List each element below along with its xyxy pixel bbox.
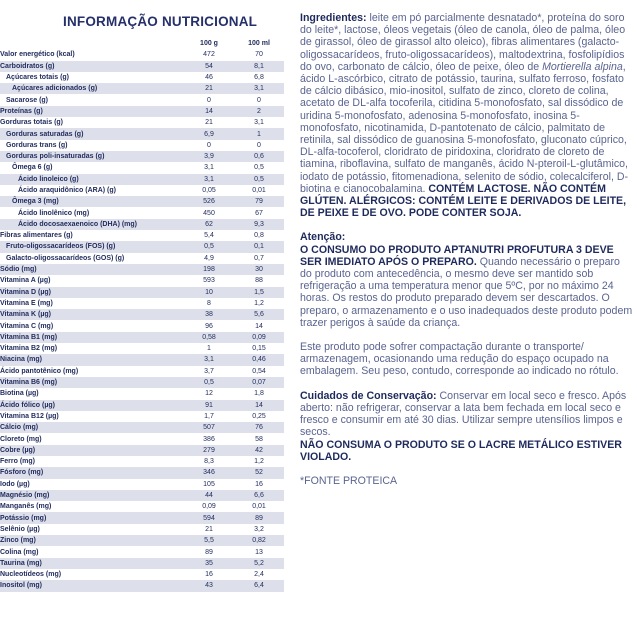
value-100ml: 0,7 [254,254,264,262]
nutrient-label: Manganês (mg) [0,503,52,511]
nutrient-label: Ácido araquidônico (ARA) (g) [18,187,116,194]
table-row [0,72,284,83]
nutrient-label: Ácido pantotênico (mg) [0,367,79,375]
value-100g: 0 [207,96,211,104]
nutrition-panel [0,0,288,639]
table-row [0,354,284,365]
value-100g: 0,09 [202,503,216,511]
value-100ml: 52 [234,467,284,478]
table-row [0,558,284,569]
value-100ml: 1,2 [254,458,264,466]
value-100ml: 14 [234,400,284,411]
value-100ml: 1,5 [234,287,284,298]
table-row [0,580,284,591]
table-row [0,569,284,580]
nutrient-label: Ácido fólico (µg) [0,400,184,411]
nutrition-table-body [0,49,284,591]
table-row [0,94,284,105]
nutrient-label: Fósforo (mg) [0,467,184,478]
nutrient-label: Carboidratos (g) [0,61,184,72]
value-100g: 44 [184,490,234,501]
value-100ml: 5,6 [234,309,284,320]
value-100ml: 0,01 [252,187,266,194]
table-row [0,332,284,343]
table-row [0,151,284,162]
value-100g: 10 [184,287,234,298]
value-100g: 12 [205,390,213,398]
nutrient-label: Vitamina K (µg) [0,309,184,320]
value-100ml: 76 [234,422,284,433]
value-100ml: 30 [234,264,284,275]
table-row [0,535,284,546]
table-row [0,253,284,264]
nutrition-title: INFORMAÇÃO NUTRICIONAL [63,14,258,29]
table-row [0,264,284,275]
table-row [0,377,284,388]
value-100g: 386 [203,435,215,443]
value-100ml: 0,25 [252,412,266,420]
ingredients-text-b: , ácido L-ascórbico, citrato de potássio, taurina, sulfato ferroso, fosfato de cálcio dibásico, mio-inositol, sulfato de zinco, cloreto de colina, acetato de DL-alfa tocoferila, citidina 5-monofosfato, sal dissódico de uridina 5-monofosfato, adenosina 5-monofosfato, inosina 5-monofosfato, nicotinamida, D-pantotenato de cálcio, palmitato de retinila, sal dissódico de guanosina 5-monofosfato, gluconato cúprico, DL-alfa-tocoferol, cloridrato de piridoxina, cloridrato de cloreto de tiamina, riboflavina, sulfato de manganês, ácido N-pteroil-L-glutâmico, iodato de potássio, fitomenadiona, selenito de sódio, colecalciferol, D-biotina e cianocobalamina. [300,60,629,195]
nutrient-label: Ácido linolênico (mg) [18,209,90,217]
attention-paragraph [300,231,634,329]
value-100g: 3,1 [184,174,234,185]
table-row [0,174,284,185]
value-100g: 3,9 [184,151,234,162]
value-100ml: 3,1 [254,119,264,127]
table-row [0,422,284,433]
nutrient-label: Colina (mg) [0,548,39,556]
table-row [0,467,284,478]
nutrient-label: Vitamina C (mg) [0,322,54,330]
value-100ml: 0,09 [234,332,284,343]
value-100ml: 14 [255,322,263,330]
attention-text: Quando necessário o preparo do produto com antecedência, o mesmo deve ser mantido sob refrigeração a uma temperatura menor que 5ºC, por no máximo 24 horas. Os restos do produto preparado devem ser descartados. O preparo, o armazenamento e o uso inadequados deste produto podem trazer perigos à saúde da criança. [300,255,633,329]
table-row [0,185,284,196]
value-100g: 4,9 [204,254,214,262]
value-100ml: 6,8 [254,74,264,82]
value-100ml: 0 [257,96,261,104]
care-label: Cuidados de Conservação: [300,389,437,402]
value-100g: 14 [184,106,234,117]
value-100ml: 2 [234,106,284,117]
value-100ml: 70 [255,51,263,59]
nutrient-label: Selênio (µg) [0,525,40,533]
value-100ml: 3,1 [234,83,284,94]
value-100g: 8,3 [204,458,214,466]
value-100ml: 0,46 [234,354,284,365]
value-100g: 472 [203,51,215,59]
table-row [0,298,284,309]
nutrient-label: Ácido linoleico (g) [0,174,184,185]
value-100ml: 0,15 [252,345,266,353]
value-100g: 62 [184,219,234,230]
table-row [0,320,284,331]
value-100g: 526 [184,196,234,207]
value-100g: 198 [184,264,234,275]
value-100ml: 0 [257,141,261,149]
attention-bold: O CONSUMO DO PRODUTO APTANUTRI PROFUTURA 3 DEVE SER IMEDIATO APÓS O PREPARO. [300,243,614,268]
value-100g: 54 [184,61,234,72]
table-row [0,524,284,535]
value-100ml: 3,2 [254,525,264,533]
table-row [0,106,284,117]
nutrient-label: Cloreto (mg) [0,435,42,443]
value-100ml: 13 [255,548,263,556]
value-100ml: 5,2 [234,558,284,569]
value-100g: 91 [184,400,234,411]
nutrient-label: Galacto-oligossacarídeos (GOS) (g) [6,254,125,262]
table-row [0,546,284,557]
nutrient-label: Vitamina B6 (mg) [0,377,184,388]
table-row [0,83,284,94]
value-100g: 21 [205,525,213,533]
value-100ml: 1,8 [254,390,264,398]
value-100ml: 0,6 [234,151,284,162]
value-100g: 105 [203,480,215,488]
nutrient-label: Vitamina A (µg) [0,277,51,285]
value-100g: 0 [207,141,211,149]
table-row [0,196,284,207]
value-100g: 46 [205,74,213,82]
value-100g: 5,4 [204,232,214,240]
value-100ml: 8,1 [234,61,284,72]
nutrition-table [0,38,284,592]
table-row [0,275,284,286]
value-100ml: 16 [255,480,263,488]
value-100ml: 0,01 [252,503,266,511]
value-100g: 89 [205,548,213,556]
table-header-row [0,38,284,49]
value-100ml: 0,54 [252,367,266,375]
value-100g: 346 [184,467,234,478]
table-row [0,343,284,354]
nutrient-label: Sódio (mg) [0,264,184,275]
nutrient-label: Cobre (µg) [0,445,184,456]
nutrient-label: Sacarose (g) [6,96,49,104]
value-100ml: 1 [234,128,284,139]
care-paragraph [300,390,634,463]
table-row [0,388,284,399]
nutrient-label: Ácido docosaexaenoico (DHA) (mg) [0,219,184,230]
header-100ml: 100 ml [248,40,270,48]
value-100ml: 0,8 [254,232,264,240]
header-100g: 100 g [200,40,218,48]
table-row [0,61,284,72]
value-100g: 593 [203,277,215,285]
nutrient-label: Niacina (mg) [0,354,184,365]
table-row [0,456,284,467]
nutrient-label: Nucleotídeos (mg) [0,571,62,579]
label-text-panel [300,12,634,487]
value-100g: 0,5 [184,377,234,388]
nutrient-label: Açúcares adicionados (g) [0,83,184,94]
table-row [0,445,284,456]
nutrient-label: Vitamina B1 (mg) [0,332,184,343]
table-row [0,366,284,377]
nutrient-label: Ferro (mg) [0,458,35,466]
value-100g: 6,9 [184,128,234,139]
value-100g: 450 [203,209,215,217]
value-100g: 3,7 [204,367,214,375]
value-100g: 279 [184,445,234,456]
table-row [0,309,284,320]
nutrient-label: Cálcio (mg) [0,422,184,433]
value-100ml: 89 [234,512,284,523]
value-100ml: 79 [234,196,284,207]
table-row [0,162,284,173]
allergens-warning: CONTÉM LACTOSE. NÃO CONTÉM GLÚTEN. ALÉRGICOS: CONTÉM LEITE E DERIVADOS DE LEITE, DE PEIXE E DE OVO. PODE CONTER SOJA. [300,182,627,220]
value-100ml: 42 [234,445,284,456]
value-100ml: 0,5 [254,164,264,172]
table-row [0,230,284,241]
value-100g: 21 [205,119,213,127]
ingredients-label: Ingredientes: [300,12,367,24]
value-100ml: 9,3 [234,219,284,230]
nutrient-label: Fibras alimentares (g) [0,232,73,240]
ingredients-paragraph [300,12,634,219]
value-100g: 3,1 [204,164,214,172]
value-100ml: 67 [255,209,263,217]
table-row [0,219,284,230]
value-100ml: 88 [255,277,263,285]
care-bold: NÃO CONSUMA O PRODUTO SE O LACRE METÁLICO ESTIVER VIOLADO. [300,438,622,463]
value-100g: 43 [184,580,234,591]
attention-label: Atenção: [300,231,346,244]
value-100g: 96 [205,322,213,330]
value-100ml: 1,2 [254,299,264,307]
table-row [0,490,284,501]
table-row [0,433,284,444]
table-row [0,287,284,298]
ingredients-italic: Mortierella alpina [542,60,623,73]
header-nutrient [0,38,184,49]
value-100ml: 6,4 [234,580,284,591]
nutrient-label: Gorduras trans (g) [6,141,68,149]
value-100g: 1,7 [204,412,214,420]
value-100g: 594 [184,512,234,523]
table-row [0,49,284,60]
value-100g: 1 [207,345,211,353]
table-row [0,241,284,252]
value-100g: 38 [184,309,234,320]
table-row [0,128,284,139]
value-100ml: 0,1 [234,241,284,252]
table-row [0,140,284,151]
table-row [0,501,284,512]
value-100g: 0,05 [202,187,216,194]
value-100g: 507 [184,422,234,433]
nutrient-label: Fruto-oligossacarídeos (FOS) (g) [0,241,184,252]
nutrient-label: Magnésio (mg) [0,490,184,501]
value-100ml: 6,6 [234,490,284,501]
nutrient-label: Gorduras totais (g) [0,119,64,127]
nutrient-label: Biotina (µg) [0,390,39,398]
value-100g: 21 [184,83,234,94]
value-100g: 16 [205,571,213,579]
nutrient-label: Gorduras saturadas (g) [0,128,184,139]
nutrient-label: Inositol (mg) [0,580,184,591]
value-100ml: 58 [255,435,263,443]
value-100g: 0,58 [184,332,234,343]
nutrient-label: Valor energético (kcal) [0,51,75,59]
table-row [0,207,284,218]
nutrient-label: Taurina (mg) [0,558,184,569]
nutrient-label: Vitamina B2 (mg) [0,345,58,353]
nutrient-label: Gorduras poli-insaturadas (g) [0,151,184,162]
care-text: Conservar em local seco e fresco. Após aberto: não refrigerar, conservar a lata bem fechada em local seco e fresco e consumir em até 30 dias. Utilizar sempre utensílios limpos e secos. [300,389,627,439]
value-100ml: 0,07 [234,377,284,388]
value-100g: 35 [184,558,234,569]
nutrient-label: Iodo (µg) [0,480,30,488]
nutrient-label: Vitamina E (mg) [0,299,53,307]
value-100ml: 2,4 [254,571,264,579]
value-100g: 8 [207,299,211,307]
value-100ml: 0,5 [234,174,284,185]
table-row [0,512,284,523]
footnote: *FONTE PROTEICA [300,474,398,487]
nutrient-label: Proteínas (g) [0,106,184,117]
value-100g: 0,5 [184,241,234,252]
table-row [0,411,284,422]
nutrient-label: Potássio (mg) [0,512,184,523]
value-100g: 3,1 [184,354,234,365]
value-100ml: 0,82 [234,535,284,546]
nutrient-label: Ômega 6 (g) [12,164,53,172]
table-row [0,479,284,490]
nutrient-label: Zinco (mg) [0,535,184,546]
nutrient-label: Vitamina D (µg) [0,287,184,298]
nutrient-label: Ômega 3 (mg) [0,196,184,207]
compaction-paragraph: Este produto pode sofrer compactação durante o transporte/ armazenagem, ocasionando uma redução do espaço ocupado na embalagem. Seu peso, contudo, corresponde ao indicado no rótulo. [300,341,619,378]
table-row [0,117,284,128]
nutrient-label: Vitamina B12 (µg) [0,412,59,420]
ingredients-text-a: leite em pó parcialmente desnatado*, proteína do soro do leite*, lactose, óleos vegetais (óleo de canola, óleo de palma, óleo de girassol, óleo de girassol alto oleico), fibras alimentares (galacto-oligossacarídeos, fruto-oligossacarídeos), maltodextrina, fosfolipídios do ovo, carbonato de cálcio, óleo de peixe, óleo de [300,12,626,73]
nutrient-label: Açúcares totais (g) [6,74,70,82]
value-100g: 5,5 [184,535,234,546]
table-row [0,400,284,411]
